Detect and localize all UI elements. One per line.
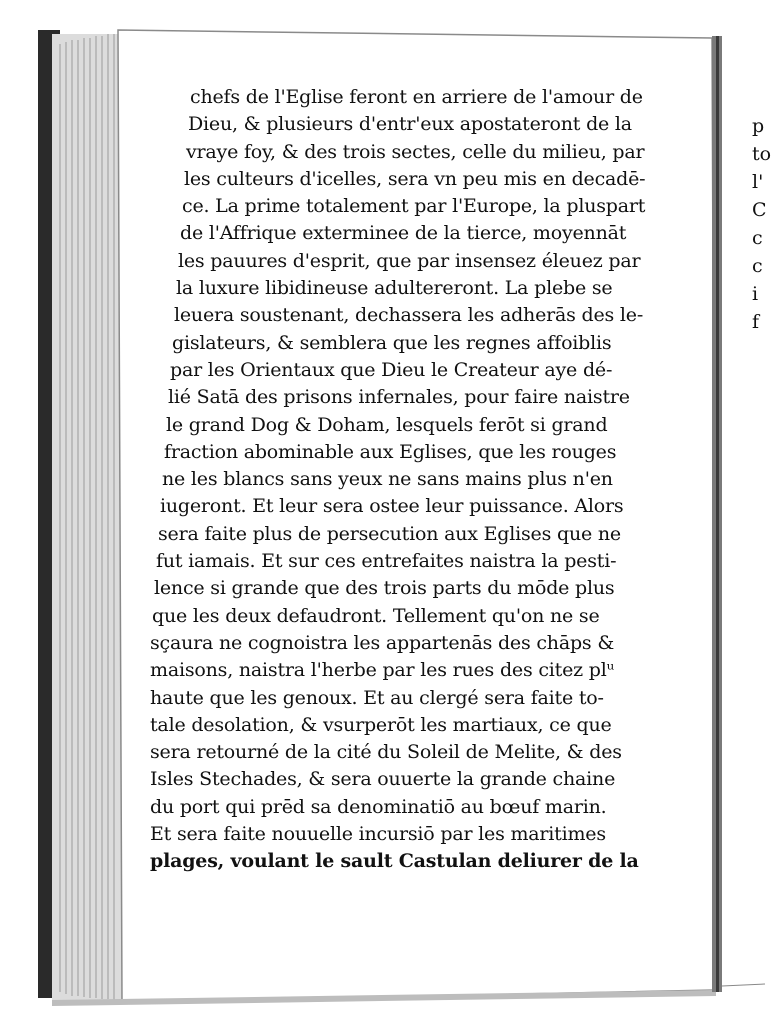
text-line: ne les blancs sans yeux ne sans mains plus n'en [162,468,613,491]
text-line: Isles Stechades, & sera ouuerte la grande chaine [150,768,616,791]
text-line: plages, voulant le sault Castulan deliurer de la [150,850,639,873]
text-line: tale desolation, & vsurperōt les martiaux, ce que [150,713,612,736]
text-line: du port qui prēd sa denominatiō au bœuf marin. [150,795,607,818]
text-line: chefs de l'Eglise feront en arriere de l'amour de [190,86,643,108]
text-line: les culteurs d'icelles, sera vn peu mis en decadē- [184,167,646,190]
text-line: ce. La prime totalement par l'Europe, la pluspart [182,195,646,218]
text-line: les pauures d'esprit, que par insensez éleuez par [178,249,641,272]
facing-page-fragment: c [752,227,763,249]
text-line: Et sera faite nouuelle incursiō par les maritimes [150,823,606,846]
facing-page-fragment: p [752,115,765,137]
text-line: leuera soustenant, dechassera les adherās des le- [174,304,644,327]
text-line: par les Orientaux que Dieu le Createur aye dé- [170,358,613,381]
facing-page-fragment: l' [752,171,764,193]
text-line: gislateurs, & semblera que les regnes affoiblis [172,331,612,354]
text-line: fut iamais. Et sur ces entrefaites naistra la pesti- [156,550,617,573]
facing-page-fragment: i [752,283,759,305]
facing-page-fragment: f [752,311,760,333]
facing-page-fragment: to [752,143,771,165]
text-line: fraction abominable aux Eglises, que les rouges [164,440,617,463]
text-line: haute que les genoux. Et au clergé sera faite to- [150,686,604,709]
text-line: que les deux defaudront. Tellement qu'on ne se [152,604,600,627]
facing-page-fragment: c [752,255,763,277]
text-line: sera faite plus de persecution aux Eglises que ne [158,522,621,545]
page-edges [52,34,124,1000]
text-line: de l'Affrique exterminee de la tierce, moyennāt [180,222,627,245]
text-line: sera retourné de la cité du Soleil de Melite, & des [150,741,622,764]
page-text [150,84,690,876]
text-line: la luxure libidineuse adultereront. La plebe se [176,277,613,300]
text-line: le grand Dog & Doham, lesquels ferōt si grand [166,413,608,436]
text-line: lence si grande que des trois parts du mōde plus [154,577,615,600]
gutter-line [716,36,719,992]
text-line: lié Satā des prisons infernales, pour faire naistre [168,386,630,409]
text-line: vraye foy, & des trois sectes, celle du milieu, par [186,140,645,163]
facing-page-fragment: C [752,199,767,221]
text-line: sçaura ne cognoistra les appartenās des chāps & [150,631,615,654]
text-line: iugeront. Et leur sera ostee leur puissance. Alors [160,495,624,518]
text-line: Dieu, & plusieurs d'entr'eux apostateront de la [188,113,632,136]
text-line: maisons, naistra l'herbe par les rues des citez plᵘ [150,659,615,682]
facing-page-text [752,112,771,336]
